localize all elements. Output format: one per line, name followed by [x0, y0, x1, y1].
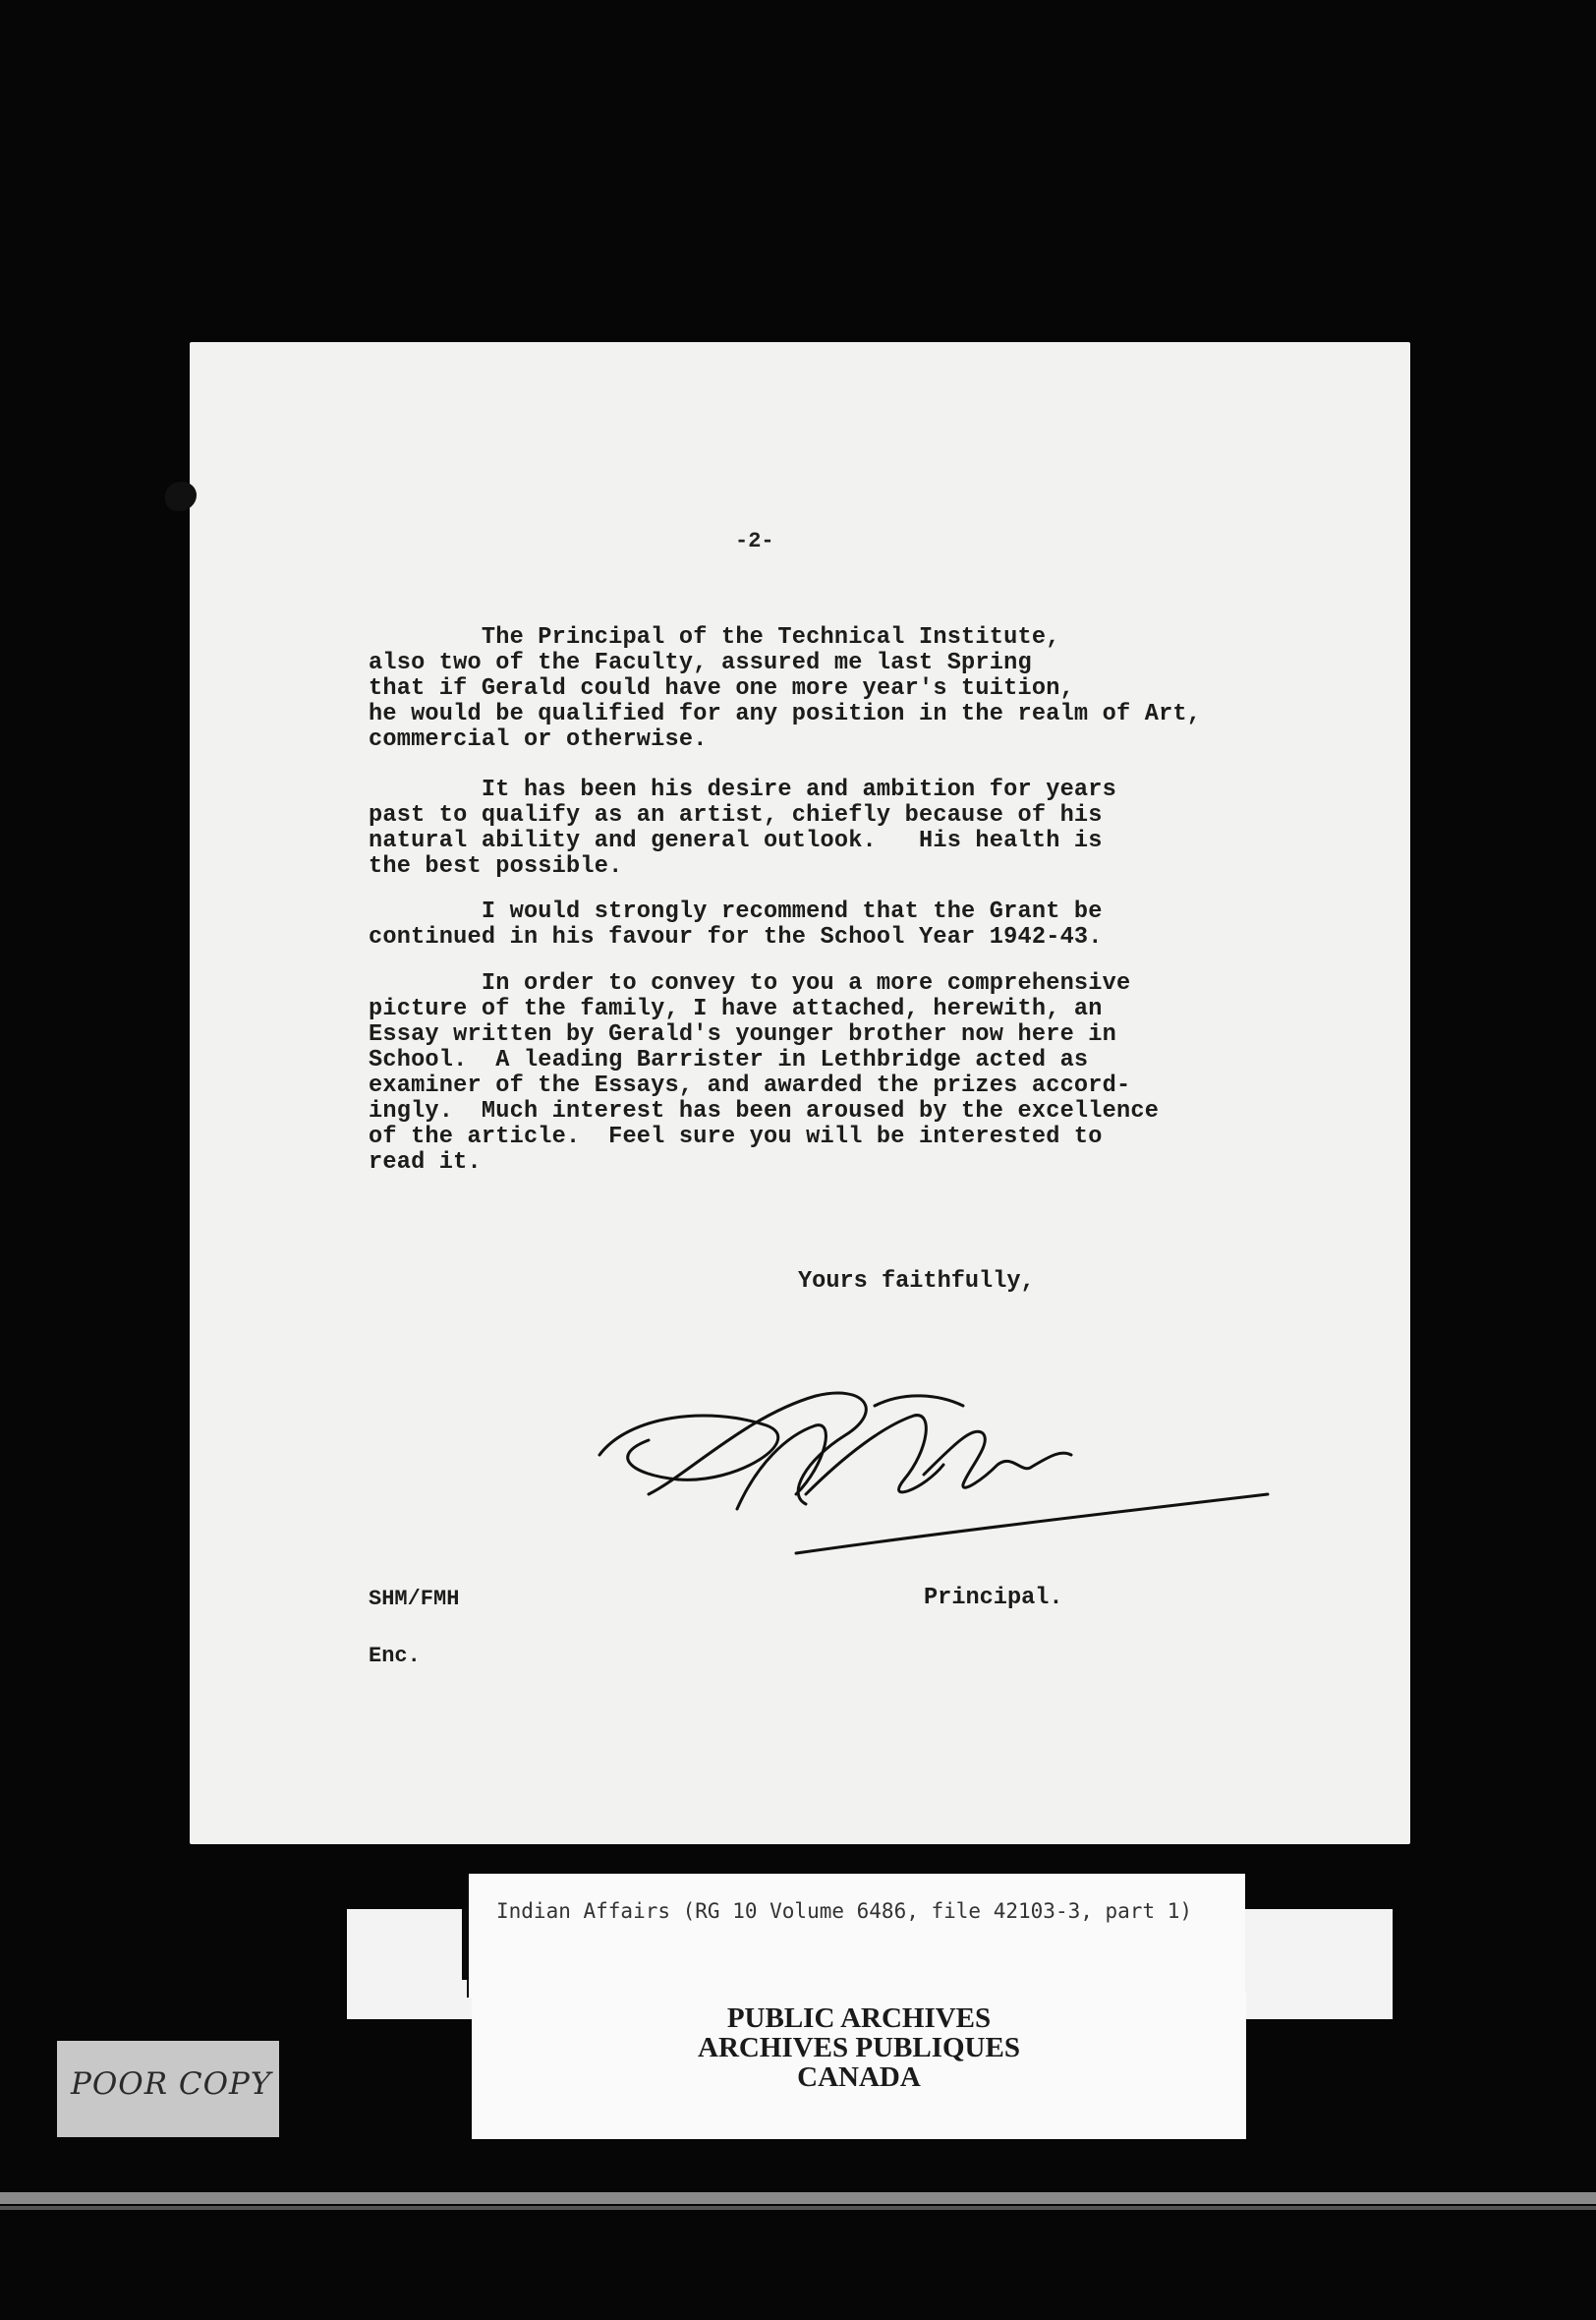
paragraph-3: I would strongly recommend that the Grant be continued in his favour for the School Year 1942-43. — [369, 899, 1103, 951]
film-edge — [0, 2192, 1596, 2204]
archive-reference-label — [467, 1874, 1245, 1998]
paragraph-4: In order to convey to you a more comprehensive picture of the family, I have attached, herewith, an Essay written by Gerald's younger brother now here in School. A leading Barrister in Lethbridge acted as examiner of the Essays, and awarded the prizes accord- ingly. Much interest has been aroused by the excellence of the article. Feel sure you will be interested to read it. — [369, 970, 1160, 1176]
poor-copy-label — [57, 2041, 279, 2137]
archive-reference: Indian Affairs (RG 10 Volume 6486, file 42103-3, part 1) — [496, 1899, 1193, 1923]
archive-stamp-label — [472, 1992, 1246, 2139]
paragraph-2: It has been his desire and ambition for years past to qualify as an artist, chiefly because of his natural ability and general outlook. His health is the best possible. — [369, 777, 1117, 880]
signer-title: Principal. — [924, 1585, 1063, 1611]
archive-stamp — [472, 2003, 1246, 2092]
page-number: -2- — [735, 529, 774, 553]
handwritten-signature — [590, 1357, 1278, 1573]
paragraph-1: The Principal of the Technical Institute, also two of the Faculty, assured me last Spring that if Gerald could have one more year's tuition, he would be qualified for any position in the realm of Art, commercial or otherwise. — [369, 624, 1202, 753]
stamp-line-1: PUBLIC ARCHIVES — [726, 2002, 992, 2034]
enclosure-note: Enc. — [369, 1644, 421, 1668]
closing: Yours faithfully, — [798, 1268, 1035, 1295]
poor-copy-text: POOR COPY — [71, 2066, 272, 2102]
typist-initials: SHM/FMH — [369, 1587, 460, 1611]
film-edge-line — [0, 2206, 1596, 2210]
stamp-line-2: ARCHIVES PUBLIQUES — [698, 2032, 1020, 2063]
stamp-line-3: CANADA — [797, 2061, 921, 2093]
